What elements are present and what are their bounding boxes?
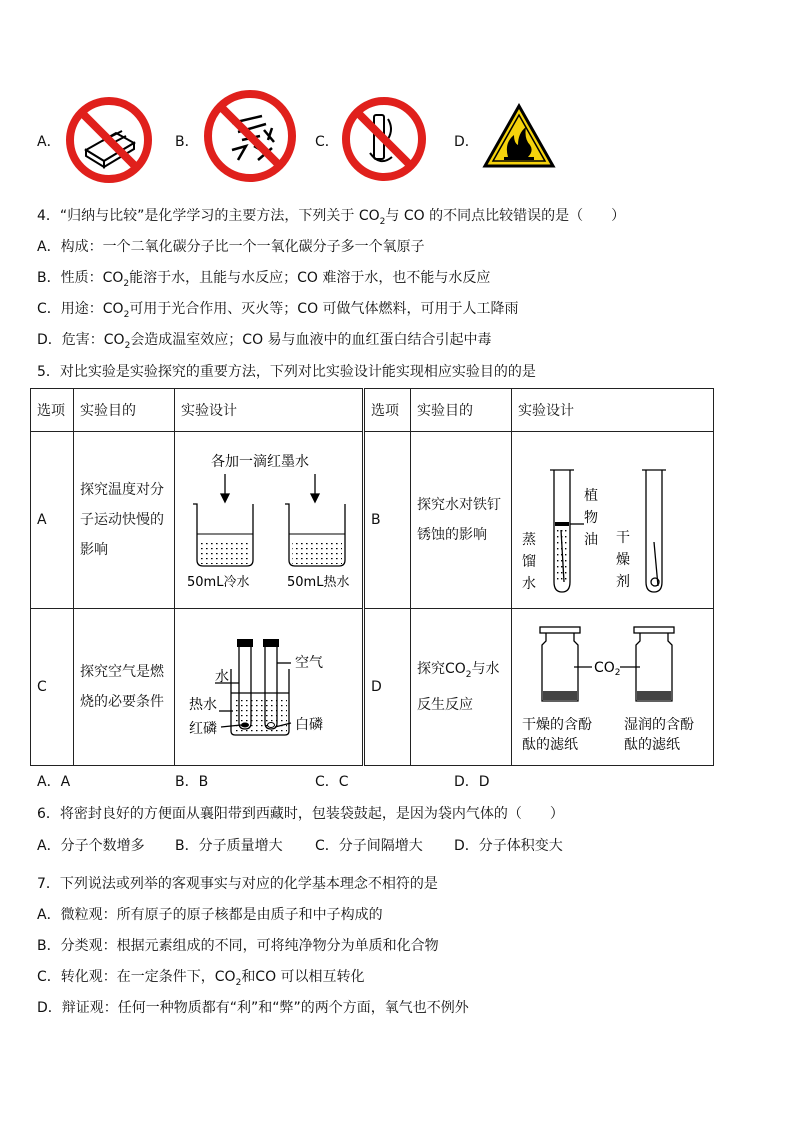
q6-stem: 6．将密封良好的方便面从襄阳带到西藏时，包装袋鼓起，是因为袋内气体的（ ） [37, 806, 564, 822]
row-c-goal: 探究空气是燃烧的必要条件 [80, 664, 164, 710]
combustion-diagram [175, 609, 364, 765]
row-a-option: A [31, 432, 74, 609]
hot-water-c-label: 热水 [189, 697, 217, 713]
no-fire-matches-icon [64, 95, 154, 185]
q5-option-b: B．B [175, 774, 209, 790]
distilled-water-char-2: 馏 [522, 554, 536, 570]
desiccant-char-3: 剂 [616, 574, 630, 590]
q7-option-b: B．分类观：根据元素组成的不同，可将纯净物分为单质和化合物 [37, 938, 439, 954]
plant-oil-char-1: 植 [584, 488, 598, 504]
no-smoking-icon [340, 95, 428, 183]
row-c-design [175, 609, 364, 766]
row-d-goal: 探究$CO_2$与水反生反应 [417, 661, 500, 713]
q4-option-c: C．用途：$CO_2$可用于光合作用、灭火等；CO 可做气体燃料，可用于人工降雨 [37, 301, 519, 320]
row-b-goal: 探究水对铁钉锈蚀的影响 [417, 497, 501, 543]
row-b-option: B [364, 432, 411, 609]
dry-paper-label-1: 干燥的含酚 [522, 717, 592, 733]
row-d-option: D [364, 609, 411, 766]
header-goal: 实验目的 [74, 389, 175, 432]
q6-option-d: D．分子体积变大 [454, 838, 563, 854]
test-tubes-diagram [512, 432, 714, 608]
q5-option-c: C．C [315, 774, 349, 790]
row-d-design [512, 609, 714, 766]
header-goal-2: 实验目的 [411, 389, 512, 432]
water-dots-left [201, 540, 251, 564]
q5-option-d: D．D [454, 774, 490, 790]
table-row [31, 609, 714, 766]
q4-option-a: A．构成：一个二氧化碳分子比一个一氧化碳分子多一个氧原子 [37, 239, 425, 255]
flammable-warning-icon [482, 103, 556, 169]
water-label: 水 [215, 669, 229, 685]
distilled-water-char-3: 水 [522, 576, 536, 592]
q4-option-d: D．危害：$CO_2$会造成温室效应；CO 易与血液中的血红蛋白结合引起中毒 [37, 332, 492, 351]
q7-option-c: C．转化观：在一定条件下，$CO_2$和CO 可以相互转化 [37, 969, 365, 988]
option-b-label: B． [175, 134, 199, 150]
desiccant-char-1: 干 [616, 530, 630, 546]
q5-stem: 5．对比实验是实验探究的重要方法，下列对比实验设计能实现相应实验目的的是 [37, 364, 536, 380]
distilled-water-char-1: 蒸 [522, 532, 536, 548]
header-design-2: 实验设计 [512, 389, 714, 432]
row-c-option: C [31, 609, 74, 766]
table-header-row [31, 389, 714, 432]
option-c-label: C． [315, 134, 339, 150]
table-row [31, 432, 714, 609]
q7-option-a: A．微粒观：所有原子的原子核都是由质子和中子构成的 [37, 907, 383, 923]
co2-label: $CO_2$ [594, 660, 621, 678]
experiment-table [30, 388, 714, 766]
no-firecrackers-icon [202, 88, 298, 184]
plant-oil-char-3: 油 [584, 532, 598, 548]
option-a-label: A． [37, 134, 61, 150]
row-b-design [512, 432, 714, 609]
row-a-design [175, 432, 364, 609]
q6-option-b: B．分子质量增大 [175, 838, 283, 854]
wet-paper-label-2: 酞的滤纸 [624, 737, 680, 753]
cold-water-label: 50mL冷水 [187, 575, 250, 590]
white-phosphorus-label: 白磷 [295, 717, 323, 733]
q7-stem: 7．下列说法或列举的客观事实与对应的化学基本理念不相符的是 [37, 876, 438, 892]
desiccant-char-2: 燥 [616, 552, 630, 568]
header-option-2: 选项 [364, 389, 411, 432]
dry-paper-label-2: 酞的滤纸 [522, 737, 578, 753]
row-a-goal: 探究温度对分子运动快慢的影响 [80, 482, 164, 558]
red-phosphorus-label: 红磷 [189, 721, 217, 737]
q4-option-b: B．性质：$CO_2$能溶于水，且能与水反应；CO 难溶于水，也不能与水反应 [37, 270, 491, 289]
beakers-diagram [175, 432, 364, 608]
header-design: 实验设计 [175, 389, 364, 432]
air-label: 空气 [295, 655, 323, 671]
option-d-label: D． [454, 134, 479, 150]
q4-stem: 4．“归纳与比较”是化学学习的主要方法，下列关于 $CO_2$与 CO 的不同点比较错误的是（ ） [37, 208, 626, 227]
plant-oil-char-2: 物 [584, 510, 598, 526]
header-option: 选项 [31, 389, 74, 432]
wet-paper-label-1: 湿润的含酚 [624, 717, 694, 733]
q7-option-d: D．辩证观：任何一种物质都有“利”和“弊”的两个方面，氧气也不例外 [37, 1000, 469, 1016]
gas-bottles-diagram [512, 609, 714, 765]
q6-option-a: A．分子个数增多 [37, 838, 145, 854]
red-ink-label: 各加一滴红墨水 [211, 454, 309, 470]
hot-water-label: 50mL热水 [287, 575, 350, 590]
q6-option-c: C．分子间隔增大 [315, 838, 423, 854]
q5-option-a: A．A [37, 774, 71, 790]
